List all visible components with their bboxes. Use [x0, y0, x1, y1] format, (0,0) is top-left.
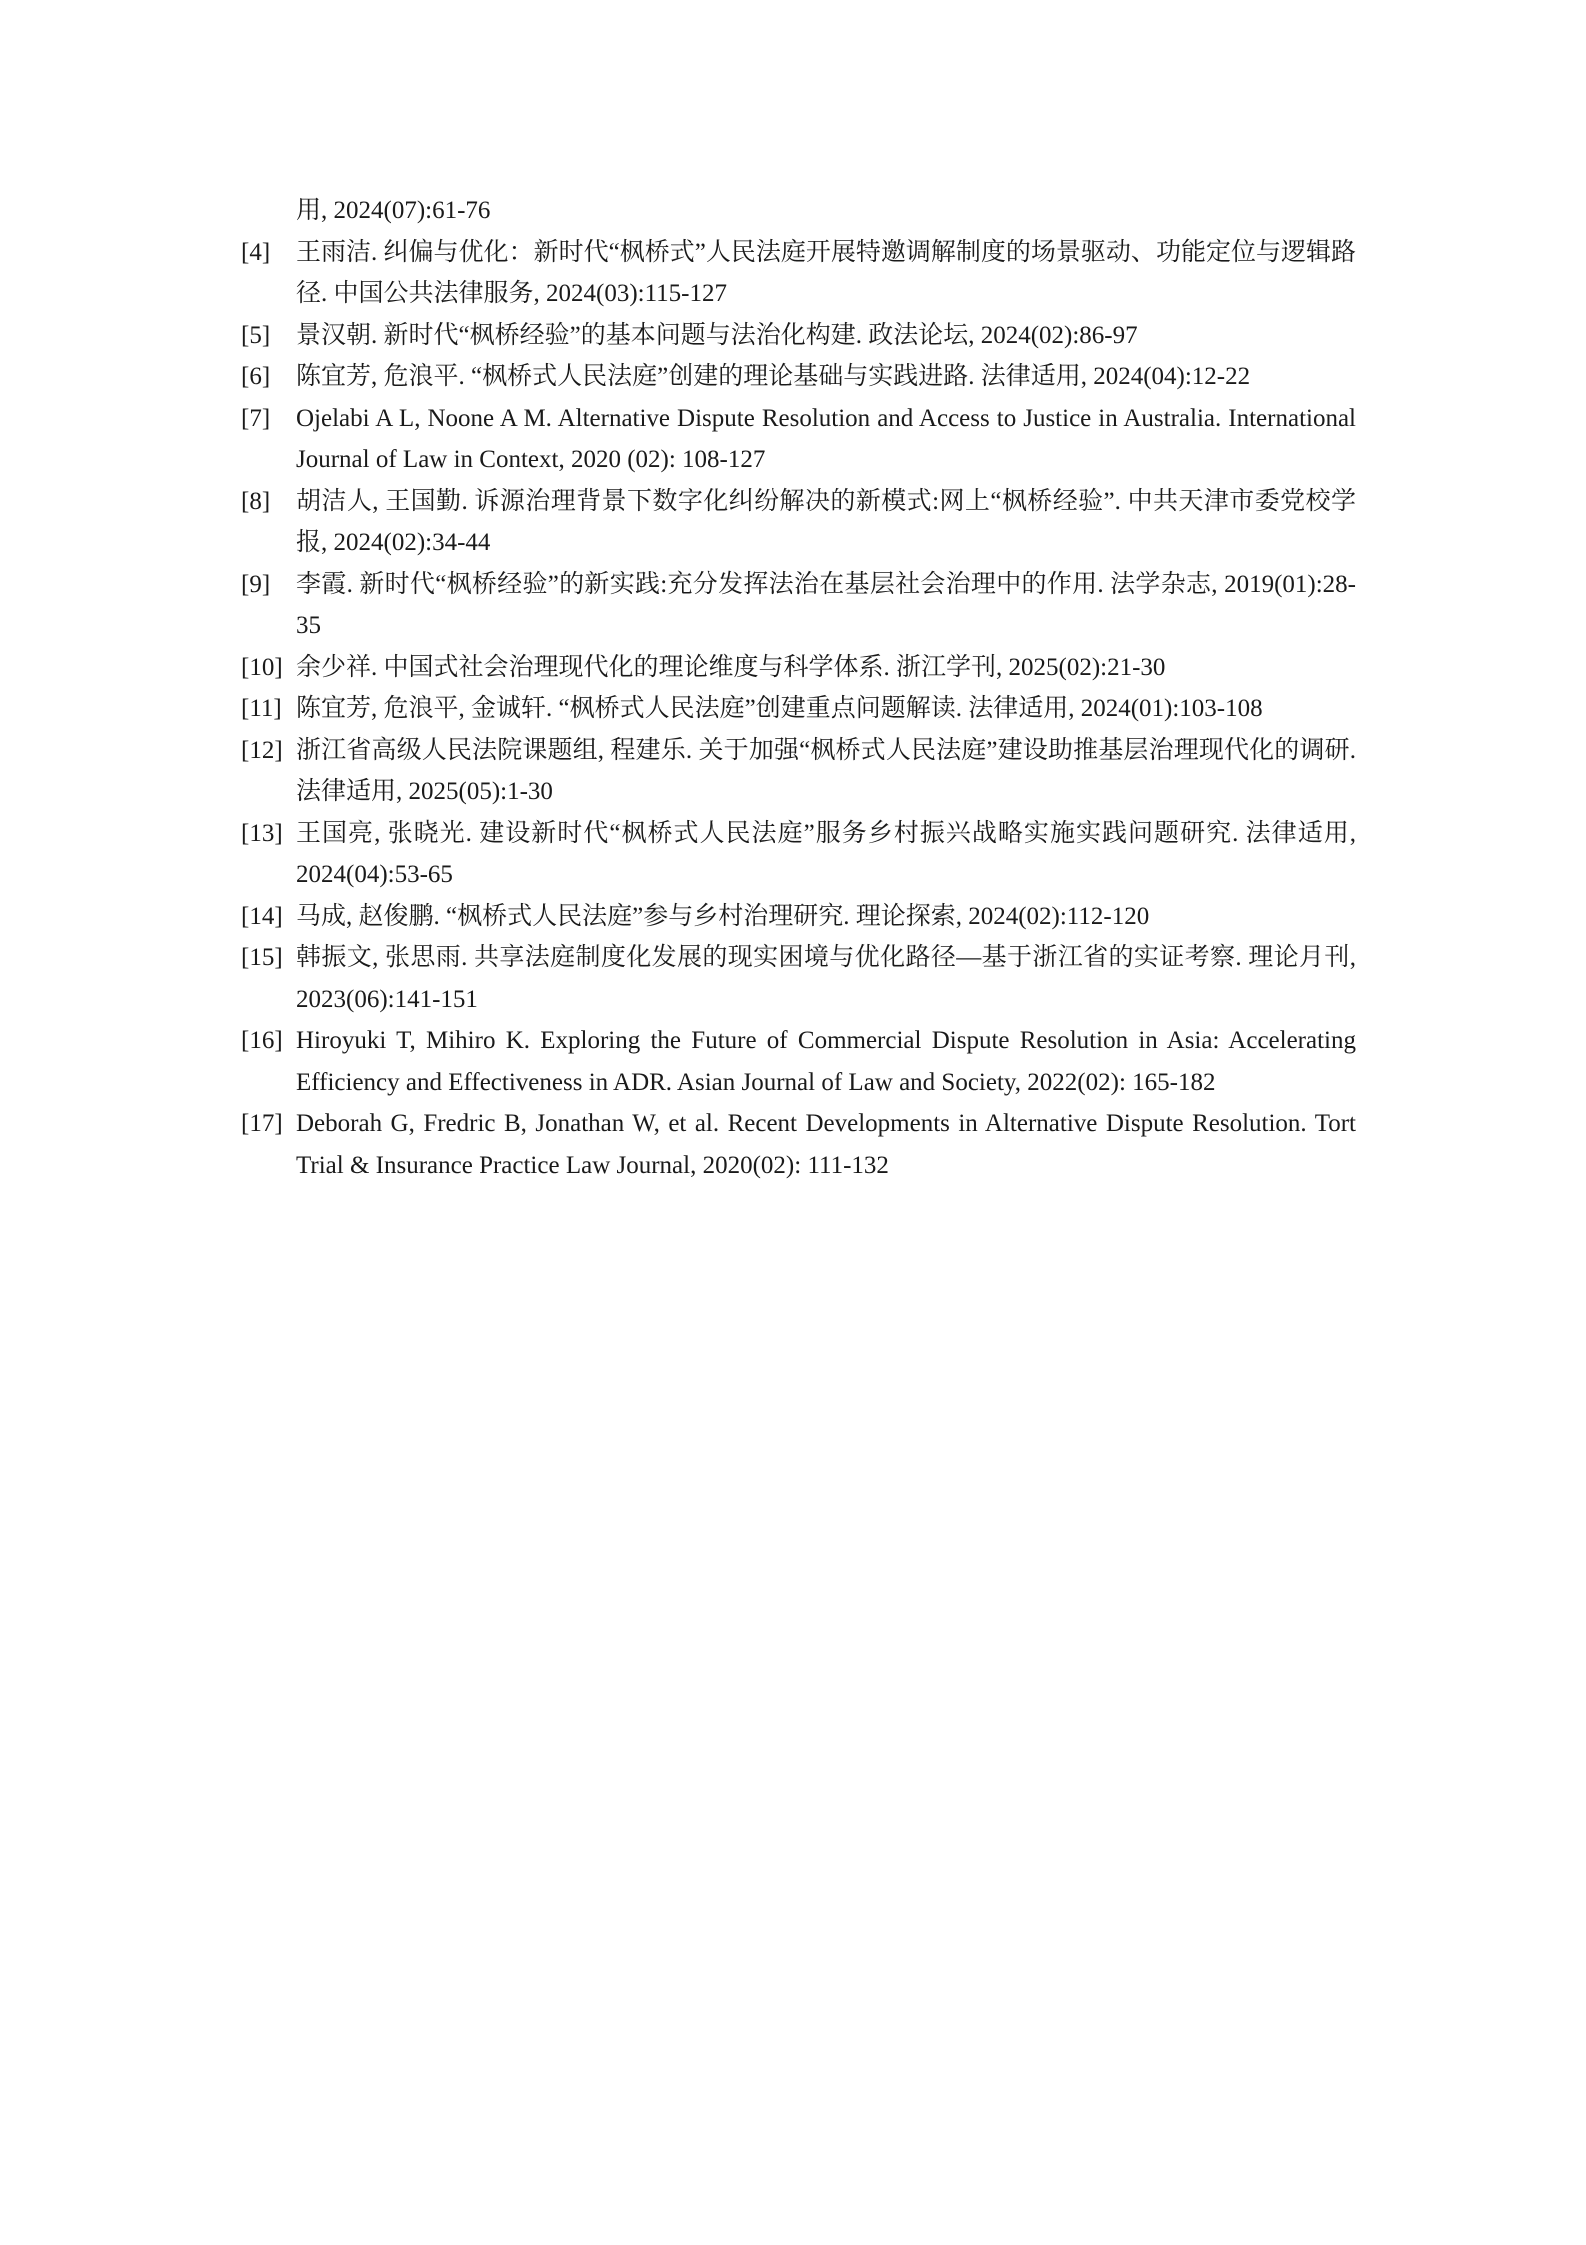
reference-continuation — [241, 190, 1356, 232]
reference-text: 浙江省高级人民法院课题组, 程建乐. 关于加强“枫桥式人民法庭”建设助推基层治理现代化的调研. 法律适用, 2025(05):1-30 — [296, 736, 1356, 805]
reference-number: [6] — [241, 363, 271, 390]
reference-item — [241, 647, 1356, 689]
reference-text: 陈宜芳, 危浪平. “枫桥式人民法庭”创建的理论基础与实践进路. 法律适用, 2024(04):12-22 — [296, 363, 1251, 390]
reference-number: [5] — [241, 321, 271, 349]
reference-item — [241, 564, 1356, 647]
reference-number: [4] — [241, 238, 271, 266]
reference-text: Ojelabi A L, Noone A M. Alternative Dispute Resolution and Access to Justice in Australia. International Journal of Law in Context, 2020 (02): 108-127 — [296, 404, 1356, 473]
reference-text: 马成, 赵俊鹏. “枫桥式人民法庭”参与乡村治理研究. 理论探索, 2024(02):112-120 — [296, 902, 1150, 930]
reference-number: [7] — [241, 404, 271, 432]
reference-text: 余少祥. 中国式社会治理现代化的理论维度与科学体系. 浙江学刊, 2025(02):21-30 — [296, 653, 1166, 681]
reference-list — [241, 190, 1356, 1186]
reference-item — [241, 730, 1356, 813]
reference-item — [241, 232, 1356, 315]
reference-number: [12] — [241, 736, 283, 764]
reference-item — [241, 1020, 1356, 1103]
reference-number: [15] — [241, 944, 283, 971]
reference-item — [241, 896, 1356, 938]
reference-item — [241, 398, 1356, 481]
reference-text: 用, 2024(07):61-76 — [296, 197, 491, 224]
reference-number: [10] — [241, 653, 283, 681]
reference-item — [241, 688, 1356, 730]
reference-text: 陈宜芳, 危浪平, 金诚轩. “枫桥式人民法庭”创建重点问题解读. 法律适用, 2024(01):103-108 — [296, 695, 1263, 722]
reference-item — [241, 315, 1356, 357]
reference-text: 韩振文, 张思雨. 共享法庭制度化发展的现实困境与优化路径—基于浙江省的实证考察. 理论月刊, 2023(06):141-151 — [296, 944, 1356, 1013]
reference-item — [241, 937, 1356, 1020]
reference-number: [16] — [241, 1027, 283, 1054]
reference-number: [9] — [241, 570, 271, 598]
reference-item — [241, 481, 1356, 564]
reference-text: 胡洁人, 王国勤. 诉源治理背景下数字化纠纷解决的新模式:网上“枫桥经验”. 中共天津市委党校学报, 2024(02):34-44 — [296, 487, 1356, 556]
reference-text: Deborah G, Fredric B, Jonathan W, et al. Recent Developments in Alternative Dispute Resolution. Tort Trial & Insurance Practice Law Journal, 2020(02): 111-132 — [296, 1110, 1356, 1179]
reference-number: [8] — [241, 487, 271, 515]
reference-item — [241, 1103, 1356, 1186]
reference-text: 王雨洁. 纠偏与优化：新时代“枫桥式”人民法庭开展特邀调解制度的场景驱动、功能定位与逻辑路径. 中国公共法律服务, 2024(03):115-127 — [296, 238, 1356, 307]
reference-text: 李霞. 新时代“枫桥经验”的新实践:充分发挥法治在基层社会治理中的作用. 法学杂志, 2019(01):28-35 — [296, 570, 1356, 639]
reference-item — [241, 813, 1356, 896]
reference-text: Hiroyuki T, Mihiro K. Exploring the Future of Commercial Dispute Resolution in Asia: Accelerating Efficiency and Effectiveness in ADR. Asian Journal of Law and Society, 2022(02): 165-182 — [296, 1027, 1356, 1096]
reference-item — [241, 356, 1356, 398]
reference-number: [13] — [241, 819, 283, 847]
reference-number: [17] — [241, 1110, 283, 1137]
reference-number: [14] — [241, 902, 283, 930]
reference-number: [11] — [241, 695, 282, 722]
reference-text: 景汉朝. 新时代“枫桥经验”的基本问题与法治化构建. 政法论坛, 2024(02):86-97 — [296, 321, 1138, 349]
reference-text: 王国亮, 张晓光. 建设新时代“枫桥式人民法庭”服务乡村振兴战略实施实践问题研究. 法律适用, 2024(04):53-65 — [296, 819, 1356, 888]
